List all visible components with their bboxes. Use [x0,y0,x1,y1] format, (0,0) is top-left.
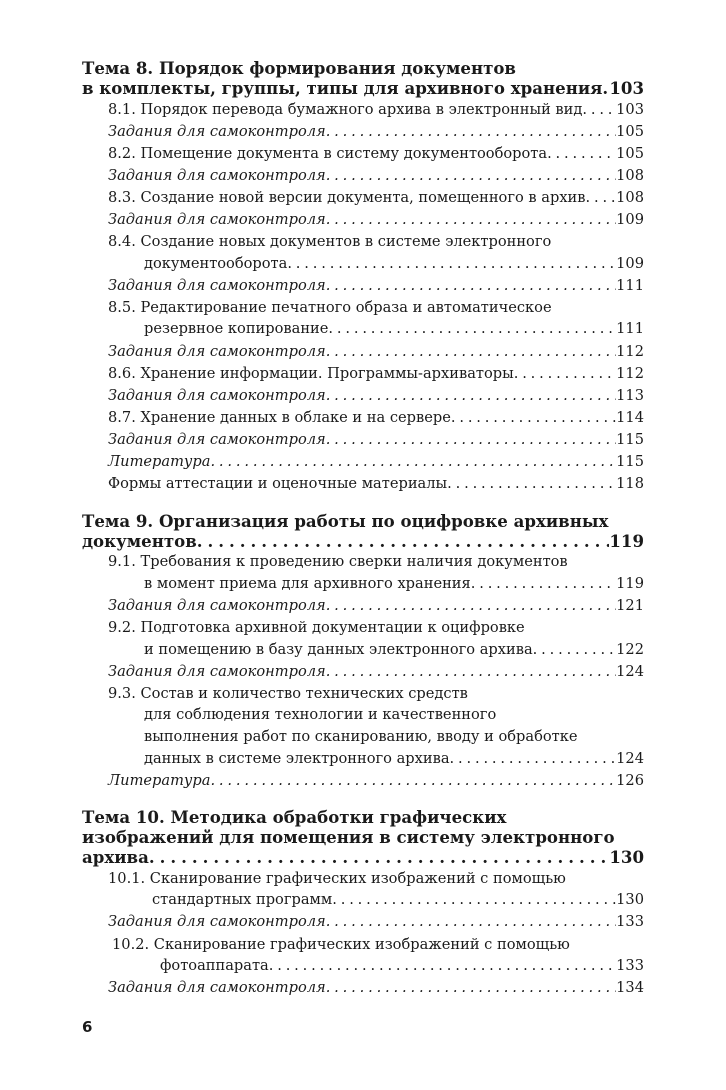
toc-theme-8-heading[interactable] [82,58,644,98]
toc-entry-self-check[interactable]: Задания для самоконтроля . . . 121 [82,595,644,617]
toc-entry-8-3[interactable]: 8.3. Создание новой версии документа, помещенного в архив . . . 108 [82,187,644,209]
page-ref: 119 [609,530,644,551]
theme-title-line: Тема 8. Порядок формирования документов [82,58,516,78]
toc-entry-assessment-forms[interactable]: Формы аттестации и оценочные материалы . . . 118 [82,473,644,495]
page-ref: 130 [609,847,644,868]
page-number: 6 [82,1018,93,1036]
toc-entry-self-check[interactable]: Задания для самоконтроля . . . 115 [82,429,644,451]
toc-entry-8-6[interactable]: 8.6. Хранение информации. Программы-архиваторы . . . 112 [82,363,644,385]
dot-leader [602,78,609,98]
theme-title-line: архива [82,847,149,868]
toc-entry-8-2[interactable]: 8.2. Помещение документа в систему документооборота . . . 105 [82,143,644,165]
toc-entry-self-check[interactable]: Задания для самоконтроля . . . 112 [82,341,644,363]
toc-entry-9-2[interactable]: 9.2. Подготовка архивной документации к оцифровке и помещению в базу данных электронного архива . . . 122 [82,617,644,660]
theme-title-line: изображений для помещения в систему электронного [82,827,615,848]
dot-leader [149,847,610,867]
toc-entry-10-2[interactable]: 10.2. Сканирование графических изображений с помощью фотоаппарата . . . 133 [82,934,644,977]
toc-entry-8-7[interactable]: 8.7. Хранение данных в облаке и на сервере . . . 114 [82,407,644,429]
toc-entry-self-check[interactable]: Задания для самоконтроля . . . 124 [82,661,644,683]
toc-entry-self-check[interactable]: Задания для самоконтроля . . . 105 [82,121,644,143]
toc-entry-9-1[interactable]: 9.1. Требования к проведению сверки наличия документов в момент приема для архивного хранения . . . 119 [82,551,644,594]
toc-entry-9-3[interactable]: 9.3. Состав и количество технических средств для соблюдения технологии и качественного выполнения работ по сканированию, вводу и обработке данных в системе электронного архива . . . 124 [82,683,644,769]
theme-title-line: документов [82,530,197,551]
toc-entry-8-4[interactable]: 8.4. Создание новых документов в системе электронного документооборота . . . 109 [82,231,644,274]
toc-entry-literature[interactable]: Литература . . . 126 [82,770,644,792]
toc-entry-self-check[interactable]: Задания для самоконтроля . . . 108 [82,165,644,187]
toc-entry-10-1[interactable]: 10.1. Сканирование графических изображений с помощью стандартных программ . . . 130 [82,868,644,911]
toc-theme-9-heading[interactable] [82,511,644,551]
theme-title-line: Тема 10. Методика обработки графических [82,807,507,828]
toc-entry-self-check[interactable]: Задания для самоконтроля . . . 134 [82,977,644,999]
table-of-contents [82,58,644,999]
toc-entry-self-check[interactable]: Задания для самоконтроля . . . 111 [82,275,644,297]
toc-entry-self-check[interactable]: Задания для самоконтроля . . . 133 [82,911,644,933]
toc-entry-8-1[interactable]: 8.1. Порядок перевода бумажного архива в электронный вид . . . 103 [82,99,644,121]
toc-entry-8-5[interactable]: 8.5. Редактирование печатного образа и автоматическое резервное копирование . . . 111 [82,297,644,340]
toc-entry-self-check[interactable]: Задания для самоконтроля . . . 109 [82,209,644,231]
toc-entry-literature[interactable]: Литература . . . 115 [82,451,644,473]
toc-entry-self-check[interactable]: Задания для самоконтроля . . . 113 [82,385,644,407]
theme-title-line: в комплекты, группы, типы для архивного хранения [82,78,603,98]
dot-leader [197,531,610,551]
theme-title-line: Тема 9. Организация работы по оцифровке архивных [82,510,609,531]
toc-theme-10-heading[interactable] [82,807,644,867]
page-ref: 103 [609,78,644,98]
